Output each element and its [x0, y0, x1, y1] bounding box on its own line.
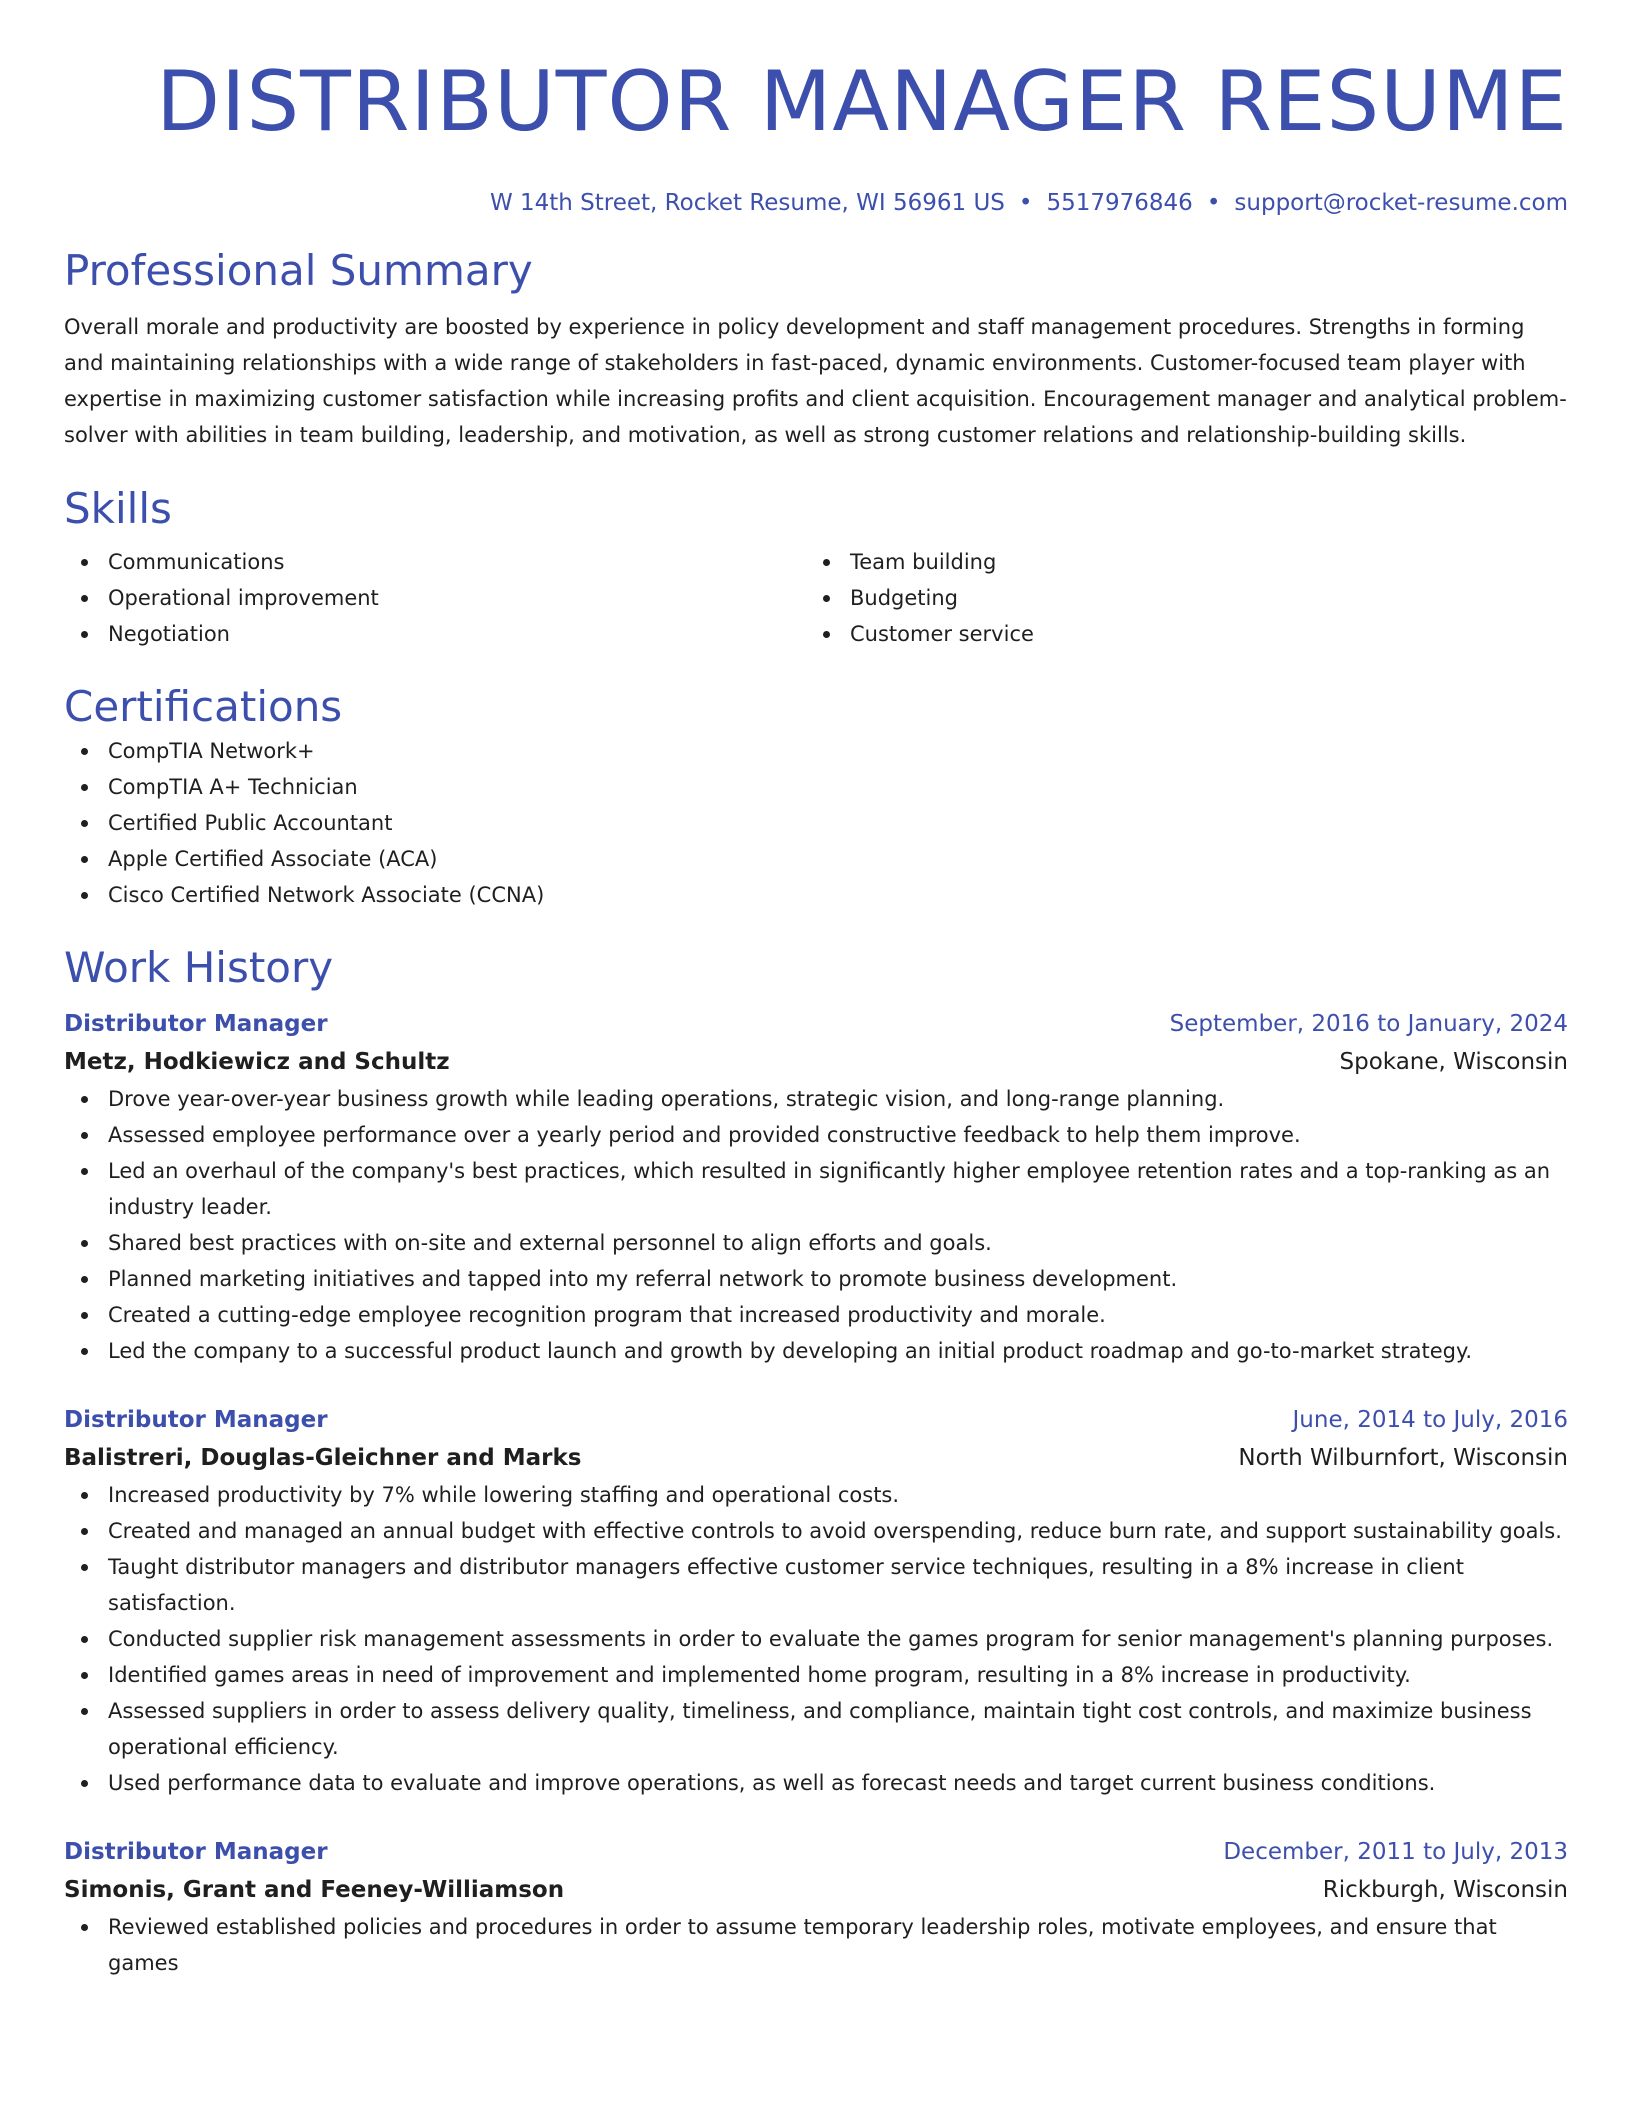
- contact-separator: •: [1018, 190, 1033, 216]
- job-title: Distributor Manager: [64, 1407, 328, 1433]
- skills-column-right: [806, 544, 1548, 652]
- job-duties-list: [64, 1909, 1568, 1981]
- certifications-heading: Certifications: [64, 682, 343, 731]
- contact-separator: •: [1206, 190, 1221, 216]
- certification-item: Certified Public Accountant: [64, 805, 1568, 841]
- skill-item: Negotiation: [64, 616, 806, 652]
- job-title: Distributor Manager: [64, 1839, 328, 1865]
- job-duty-item: Planned marketing initiatives and tapped into my referral network to promote business development.: [64, 1261, 1568, 1297]
- job-entry: [64, 1005, 1568, 1369]
- certification-item: Cisco Certified Network Associate (CCNA): [64, 877, 1568, 913]
- job-duty-item: Increased productivity by 7% while lowering staffing and operational costs.: [64, 1477, 1568, 1513]
- skills-heading: Skills: [64, 484, 172, 533]
- job-dates: June, 2014 to July, 2016: [1292, 1407, 1568, 1433]
- job-header-row: [64, 1005, 1568, 1043]
- job-duties-list: [64, 1477, 1568, 1801]
- job-duty-item: Shared best practices with on-site and external personnel to align efforts and goals.: [64, 1225, 1568, 1261]
- job-duty-item: Led an overhaul of the company's best practices, which resulted in significantly higher employee retention rates and a top-ranking as an industry leader.: [64, 1153, 1568, 1225]
- job-entry: [64, 1833, 1568, 1981]
- summary-heading: Professional Summary: [64, 246, 533, 295]
- job-duty-item: Drove year-over-year business growth while leading operations, strategic vision, and long-range planning.: [64, 1081, 1568, 1117]
- job-location: Rickburgh, Wisconsin: [1322, 1877, 1568, 1903]
- certification-item: Apple Certified Associate (ACA): [64, 841, 1568, 877]
- job-company: Simonis, Grant and Feeney-Williamson: [64, 1877, 565, 1903]
- contact-phone: 5517976846: [1046, 190, 1193, 216]
- job-company-row: [64, 1043, 1568, 1081]
- summary-text: Overall morale and productivity are boosted by experience in policy development and staff management procedures. Strengths in forming and maintaining relationships with a wide range of stakeholders in fast-paced, dynamic environments. Customer-focused team player with expertise in maximizing customer satisfaction while increasing profits and client acquisition. Encouragement manager and analytical problem-solver with abilities in team building, leadership, and motivation, as well as strong customer relations and relationship-building skills.: [64, 315, 1567, 447]
- skill-item: Operational improvement: [64, 580, 806, 616]
- job-duty-item: Reviewed established policies and procedures in order to assume temporary leadership roles, motivate employees, and ensure that games: [64, 1909, 1568, 1981]
- skills-column-left: [64, 544, 806, 652]
- job-dates: December, 2011 to July, 2013: [1223, 1839, 1568, 1865]
- job-entry: [64, 1401, 1568, 1801]
- job-duty-item: Conducted supplier risk management assessments in order to evaluate the games program for senior management's planning purposes.: [64, 1621, 1568, 1657]
- job-duty-item: Led the company to a successful product launch and growth by developing an initial product roadmap and go-to-market strategy.: [64, 1333, 1568, 1369]
- job-dates: September, 2016 to January, 2024: [1169, 1011, 1568, 1037]
- resume-header: [64, 0, 1568, 217]
- job-duty-item: Identified games areas in need of improvement and implemented home program, resulting in a 8% increase in productivity.: [64, 1657, 1568, 1693]
- job-header-row: [64, 1401, 1568, 1439]
- job-duties-list: [64, 1081, 1568, 1369]
- contact-email[interactable]: support@rocket-resume.com: [1234, 190, 1568, 216]
- job-header-row: [64, 1833, 1568, 1871]
- certification-item: CompTIA A+ Technician: [64, 769, 1568, 805]
- resume-title: DISTRIBUTOR MANAGER RESUME: [156, 53, 1568, 150]
- job-company-row: [64, 1439, 1568, 1477]
- skill-item: Customer service: [806, 616, 1548, 652]
- job-company: Balistreri, Douglas-Gleichner and Marks: [64, 1445, 582, 1471]
- job-duty-item: Assessed employee performance over a yearly period and provided constructive feedback to help them improve.: [64, 1117, 1568, 1153]
- job-duty-item: Assessed suppliers in order to assess delivery quality, timeliness, and compliance, maintain tight cost controls, and maximize business operational efficiency.: [64, 1693, 1568, 1765]
- certification-item: CompTIA Network+: [64, 733, 1568, 769]
- job-duty-item: Created and managed an annual budget with effective controls to avoid overspending, reduce burn rate, and support sustainability goals.: [64, 1513, 1568, 1549]
- job-title: Distributor Manager: [64, 1011, 328, 1037]
- job-company: Metz, Hodkiewicz and Schultz: [64, 1049, 450, 1075]
- skill-item: Team building: [806, 544, 1548, 580]
- job-location: Spokane, Wisconsin: [1339, 1049, 1568, 1075]
- job-location: North Wilburnfort, Wisconsin: [1238, 1445, 1568, 1471]
- certifications-list: [64, 733, 1568, 913]
- contact-address: W 14th Street, Rocket Resume, WI 56961 US: [489, 190, 1005, 216]
- skills-list: [64, 544, 1568, 652]
- skill-item: Communications: [64, 544, 806, 580]
- job-duty-item: Used performance data to evaluate and improve operations, as well as forecast needs and target current business conditions.: [64, 1765, 1568, 1801]
- job-duty-item: Created a cutting-edge employee recognition program that increased productivity and morale.: [64, 1297, 1568, 1333]
- contact-line: [64, 189, 1568, 217]
- skill-item: Budgeting: [806, 580, 1548, 616]
- job-company-row: [64, 1871, 1568, 1909]
- work-history-heading: Work History: [64, 943, 334, 992]
- job-duty-item: Taught distributor managers and distributor managers effective customer service techniques, resulting in a 8% increase in client satisfaction.: [64, 1549, 1568, 1621]
